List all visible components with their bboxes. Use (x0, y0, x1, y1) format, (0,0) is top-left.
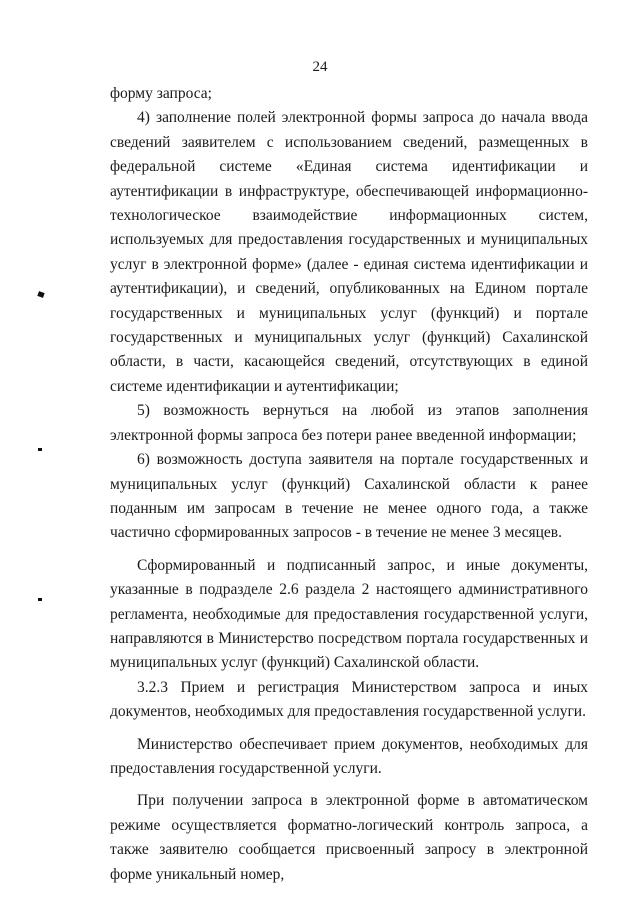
paragraph-electronic-receipt: При получении запроса в электронной форме в автоматическом режиме осуществляется форматно-логический контроль запроса, а также заявителю сообщается присвоенный запросу в электронной форме уникальный номер, (110, 792, 588, 883)
paragraph-submission: Сформированный и подписанный запрос, и иные документы, указанные в подразделе 2.6 раздела 2 настоящего административного регламента, необходимые для предоставления государственной услуги, направляются в Министерство посредством портала государственных и муниципальных услуг (функций) Сахалинской области. (110, 556, 588, 672)
scan-speck-mark (38, 448, 42, 451)
paragraph-ministry-acceptance: Министерство обеспечивает прием документов, необходимых для предоставления государственной услуги. (110, 735, 588, 777)
scan-speck-mark (37, 291, 44, 298)
paragraph-form-request: форму запроса; (110, 85, 212, 102)
paragraph-item-4: 4) заполнение полей электронной формы запроса до начала ввода сведений заявителем с использованием сведений, размещенных в федеральной системе «Единая система идентификации и аутентификации в инфраструктуре, обеспечивающей информационно-технологическое взаимодействие информационных систем, используемых для предоставления государственных и муниципальных услуг в электронной форме» (далее - единая система идентификации и аутентификации), и сведений, опубликованных на Едином портале государственных и муниципальных услуг (функций) и портале государственных и муниципальных услуг (функций) Сахалинской области, в части, касающейся сведений, отсутствующих в единой системе идентификации и аутентификации; (110, 109, 588, 395)
paragraph-item-5: 5) возможность вернуться на любой из этапов заполнения электронной формы запроса без потери ранее введенной информации; (110, 402, 588, 444)
paragraph-item-6: 6) возможность доступа заявителя на портале государственных и муниципальных услуг (функций) Сахалинской области к ранее поданным им запросам в течение не менее одного года, а также частично сформированных запросов - в течение не менее 3 месяцев. (110, 451, 588, 542)
paragraph-section-3-2-3: 3.2.3 Прием и регистрация Министерством запроса и иных документов, необходимых для предоставления государственной услуги. (110, 678, 588, 721)
scan-speck-mark (38, 598, 42, 601)
page-number: 24 (312, 59, 328, 75)
document-body (110, 82, 588, 887)
